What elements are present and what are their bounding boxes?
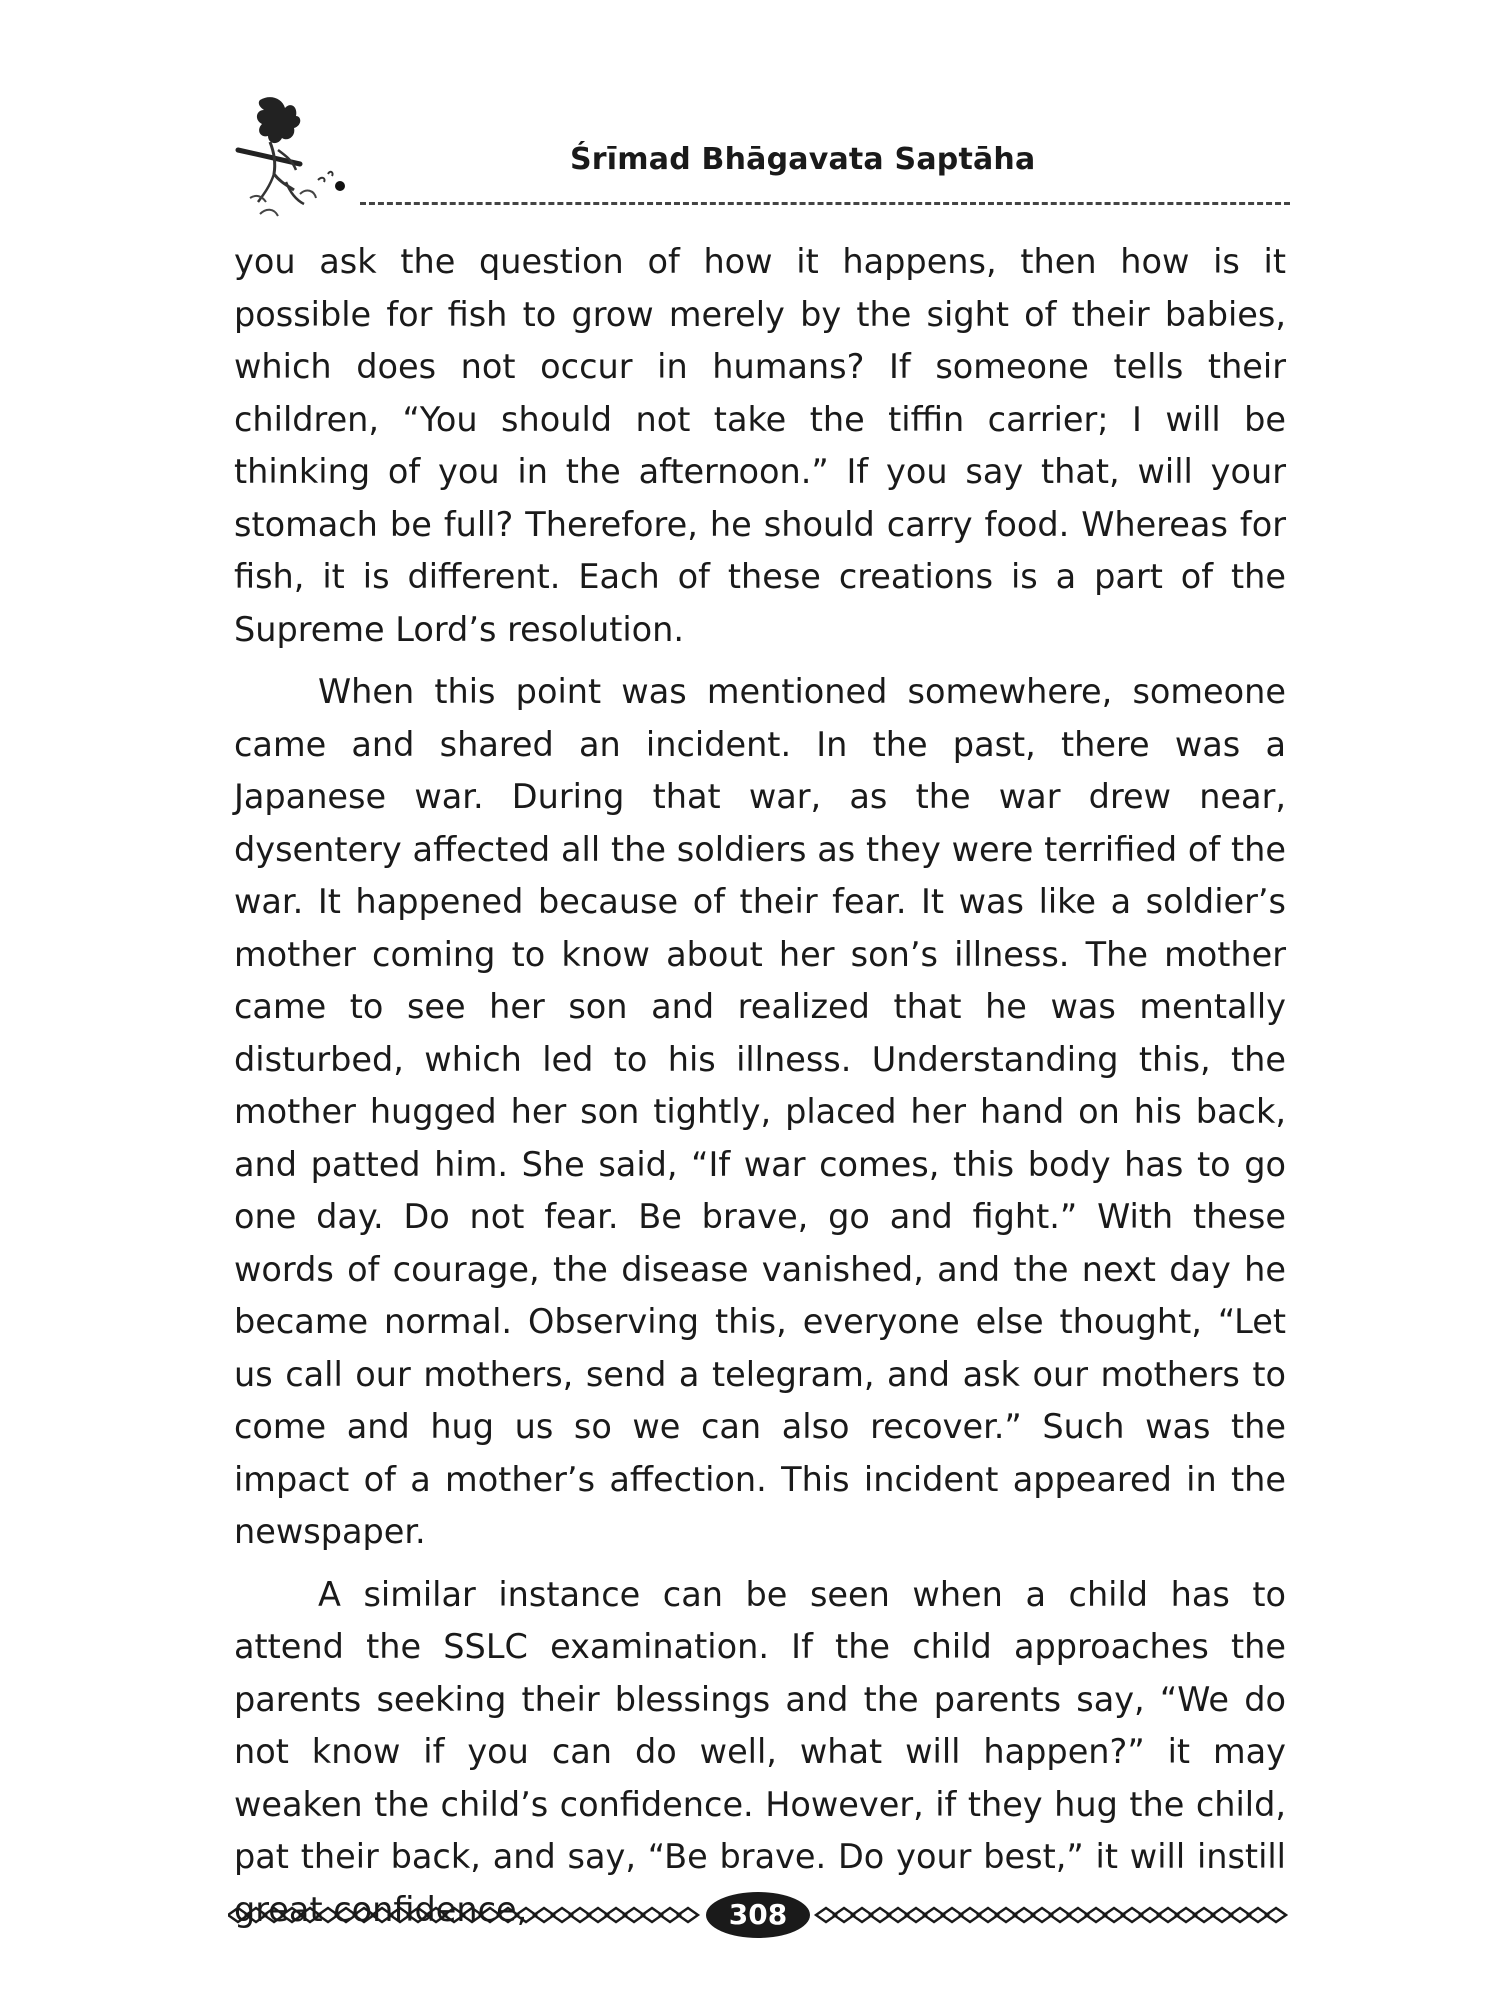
paragraph-2: When this point was mentioned somewhere, someone came and shared an incident. In the past, there was a Japanese war. During that war, as the war drew near, dysentery affected all the soldiers as they were terrified of the war. It happened because of their fear. It was like a soldier’s mother coming to know about her son’s illness. The mother came to see her son and realized that he was mentally disturbed, which led to his illness. Understanding this, the mother hugged her son tightly, placed her hand on his back, and patted him. She said, “If war comes, this body has to go one day. Do not fear. Be brave, go and fight.” With these words of courage, the disease vanished, and the next day he became normal. Observing this, everyone else thought, “Let us call our mothers, send a telegram, and ask our mothers to come and hug us so we can also recover.” Such was the impact of a mother’s affection. This incident appeared in the newspaper. — [234, 672, 1286, 1551]
page-number: 308 — [728, 1898, 788, 1931]
running-header-title: Śrīmad Bhāgavata Saptāha — [570, 142, 1036, 177]
page-body — [234, 236, 1286, 1946]
page-header — [230, 90, 1290, 220]
paragraph-1: you ask the question of how it happens, then how is it possible for fish to grow merely by the sight of their babies, which does not occur in humans? If someone tells their children, “You should not take the tiffin carrier; I will be thinking of you in the afternoon.” If you say that, will your stomach be full? Therefore, he should carry food. Whereas for fish, it is different. Each of these creations is a part of the Supreme Lord’s resolution. — [234, 242, 1286, 649]
flute-deity-icon — [230, 90, 360, 220]
paragraph-3: A similar instance can be seen when a child has to attend the SSLC examination. If the child approaches the parents seeking their blessings and the parents say, “We do not know if you can do well, what will happen?” it may weaken the child’s confidence. However, if they hug the child, pat their back, and say, “Be brave. Do your best,” it will instill great confidence, — [234, 1574, 1286, 1929]
page-footer — [228, 1890, 1288, 1940]
header-dashed-rule — [360, 202, 1290, 205]
